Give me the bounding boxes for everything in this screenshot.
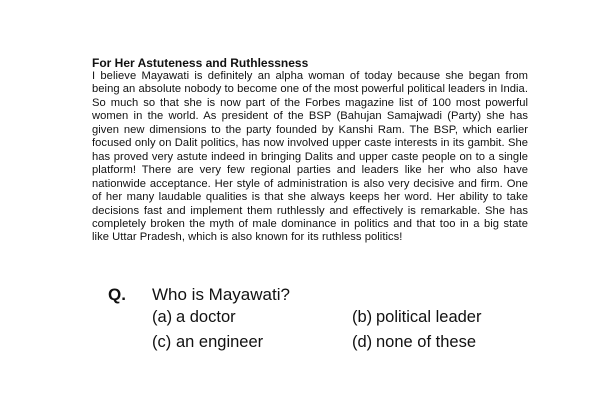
option-a[interactable]: [152, 306, 352, 328]
option-text: a doctor: [176, 308, 236, 326]
option-letter: (d): [352, 333, 373, 351]
reading-passage: [92, 56, 528, 245]
answer-options: [152, 306, 532, 353]
option-text: an engineer: [176, 333, 264, 351]
option-text: none of these: [376, 333, 476, 351]
question-number: Q.: [108, 285, 126, 304]
option-b[interactable]: [352, 306, 532, 328]
option-letter: (a): [152, 308, 173, 326]
option-letter: (b): [352, 308, 373, 326]
question-text: Who is Mayawati?: [152, 285, 290, 304]
question-row: [108, 284, 528, 308]
option-letter: (c): [152, 333, 172, 351]
option-d[interactable]: [352, 331, 532, 353]
passage-heading: For Her Astuteness and Ruthlessness: [92, 56, 309, 70]
passage-body: I believe Mayawati is definitely an alpha woman of today because she began from being an absolute nobody to become one of the most powerful political leaders in India. So much so that she is now part of the Forbes magazine list of 100 most powerful women in the world. As president of the BSP (Bahujan Samajwadi (Party) she has given new dimensions to the party founded by Kanshi Ram. The BSP, which earlier focused only on Dalit politics, has now involved upper caste interests in its gambit. She has proved very astute indeed in bringing Dalits and upper caste people on to a single platform! There are very few regional parties and leaders like her who also have nationwide acceptance. Her style of administration is also very decisive and firm. One of her many laudable qualities is that she always keeps her word. Her ability to take decisions fast and implement them ruthlessly and effectively is remarkable. She has completely broken the myth of male dominance in politics and that too in a big state like Uttar Pradesh, which is also known for its ruthless politics!: [92, 70, 528, 244]
question-block: [108, 284, 528, 308]
option-c[interactable]: [152, 331, 352, 353]
option-text: political leader: [376, 308, 482, 326]
